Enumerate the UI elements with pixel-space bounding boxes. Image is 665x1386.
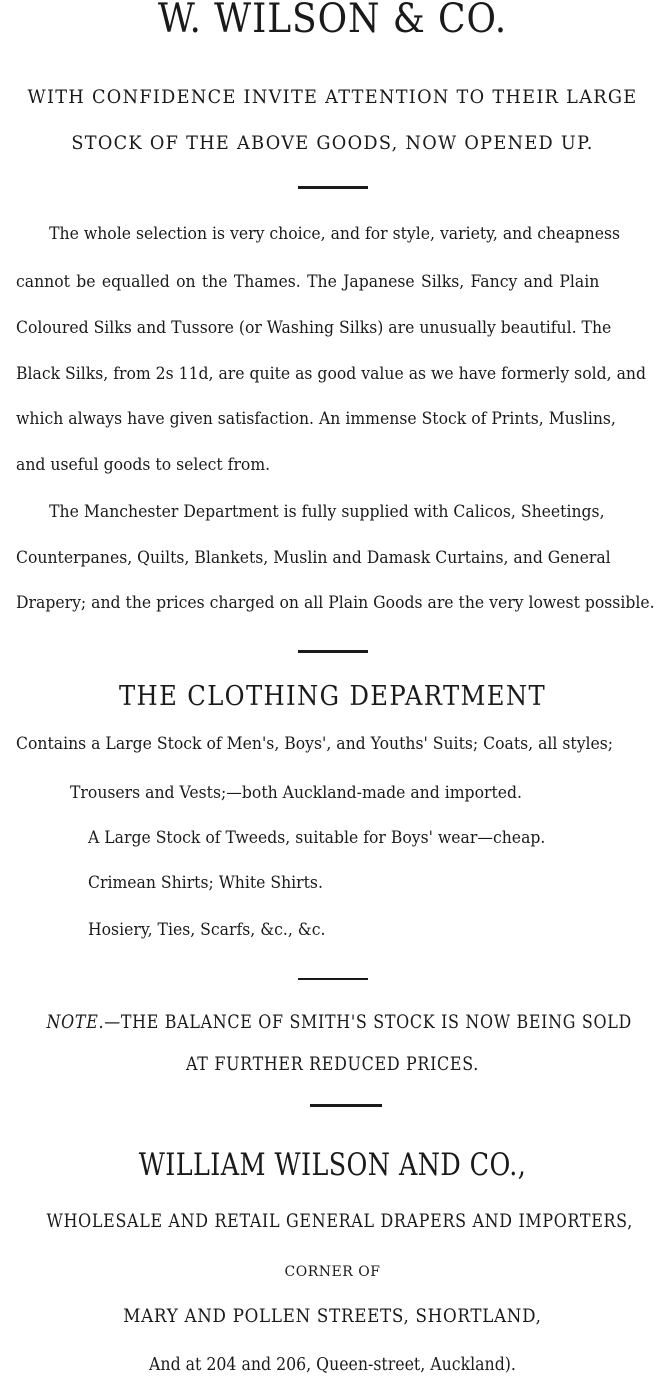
business-description: WHOLESALE AND RETAIL GENERAL DRAPERS AND IMPORTERS, bbox=[46, 1211, 633, 1232]
clothing-line: Hosiery, Ties, Scarfs, &c., &c. bbox=[88, 920, 326, 940]
clothing-line: Trousers and Vests;—both Auckland-made and imported. bbox=[70, 783, 522, 803]
note-label: NOTE. bbox=[46, 1012, 105, 1033]
clothing-line: A Large Stock of Tweeds, suitable for Boys' wear—cheap. bbox=[88, 828, 546, 848]
firm-name: WILLIAM WILSON AND CO., bbox=[138, 1147, 527, 1183]
paragraph-line: Counterpanes, Quilts, Blankets, Muslin and Damask Curtains, and General bbox=[16, 548, 611, 568]
paragraph-line: Black Silks, from 2s 11d, are quite as good value as we have formerly sold, and bbox=[16, 364, 646, 384]
paragraph-line: The Manchester Department is fully supplied with Calicos, Sheetings, bbox=[49, 502, 605, 522]
clothing-line: Contains a Large Stock of Men's, Boys', and Youths' Suits; Coats, all styles; bbox=[16, 734, 614, 754]
paragraph-line: The whole selection is very choice, and for style, variety, and cheapness bbox=[49, 224, 621, 244]
clothing-heading: THE CLOTHING DEPARTMENT bbox=[118, 681, 547, 712]
paragraph-line: which always have given satisfaction. An immense Stock of Prints, Muslins, bbox=[16, 409, 616, 429]
clothing-line: Crimean Shirts; White Shirts. bbox=[88, 873, 323, 893]
note-line-1 bbox=[46, 1012, 632, 1033]
ad-title: W. WILSON & CO. bbox=[157, 0, 508, 42]
street-address: MARY AND POLLEN STREETS, SHORTLAND, bbox=[123, 1305, 542, 1327]
queen-street-address: And at 204 and 206, Queen-street, Auckland). bbox=[149, 1355, 516, 1375]
note-text: —THE BALANCE OF SMITH'S STOCK IS NOW BEING SOLD bbox=[104, 1012, 632, 1033]
divider-rule bbox=[310, 1104, 382, 1107]
intro-line-1: WITH CONFIDENCE INVITE ATTENTION TO THEIR LARGE bbox=[27, 86, 638, 108]
paragraph-line: cannot be equalled on the Thames. The Japanese Silks, Fancy and Plain bbox=[16, 272, 600, 292]
divider-rule bbox=[298, 186, 368, 189]
divider-rule bbox=[298, 978, 368, 980]
paragraph-line: Drapery; and the prices charged on all Plain Goods are the very lowest possible. bbox=[16, 593, 655, 613]
divider-rule bbox=[298, 650, 368, 653]
corner-of-label: CORNER OF bbox=[284, 1264, 381, 1280]
paragraph-line: Coloured Silks and Tussore (or Washing Silks) are unusually beautiful. The bbox=[16, 318, 612, 338]
intro-line-2: STOCK OF THE ABOVE GOODS, NOW OPENED UP. bbox=[71, 132, 594, 154]
paragraph-line: and useful goods to select from. bbox=[16, 455, 271, 475]
note-line-2: AT FURTHER REDUCED PRICES. bbox=[186, 1054, 479, 1075]
